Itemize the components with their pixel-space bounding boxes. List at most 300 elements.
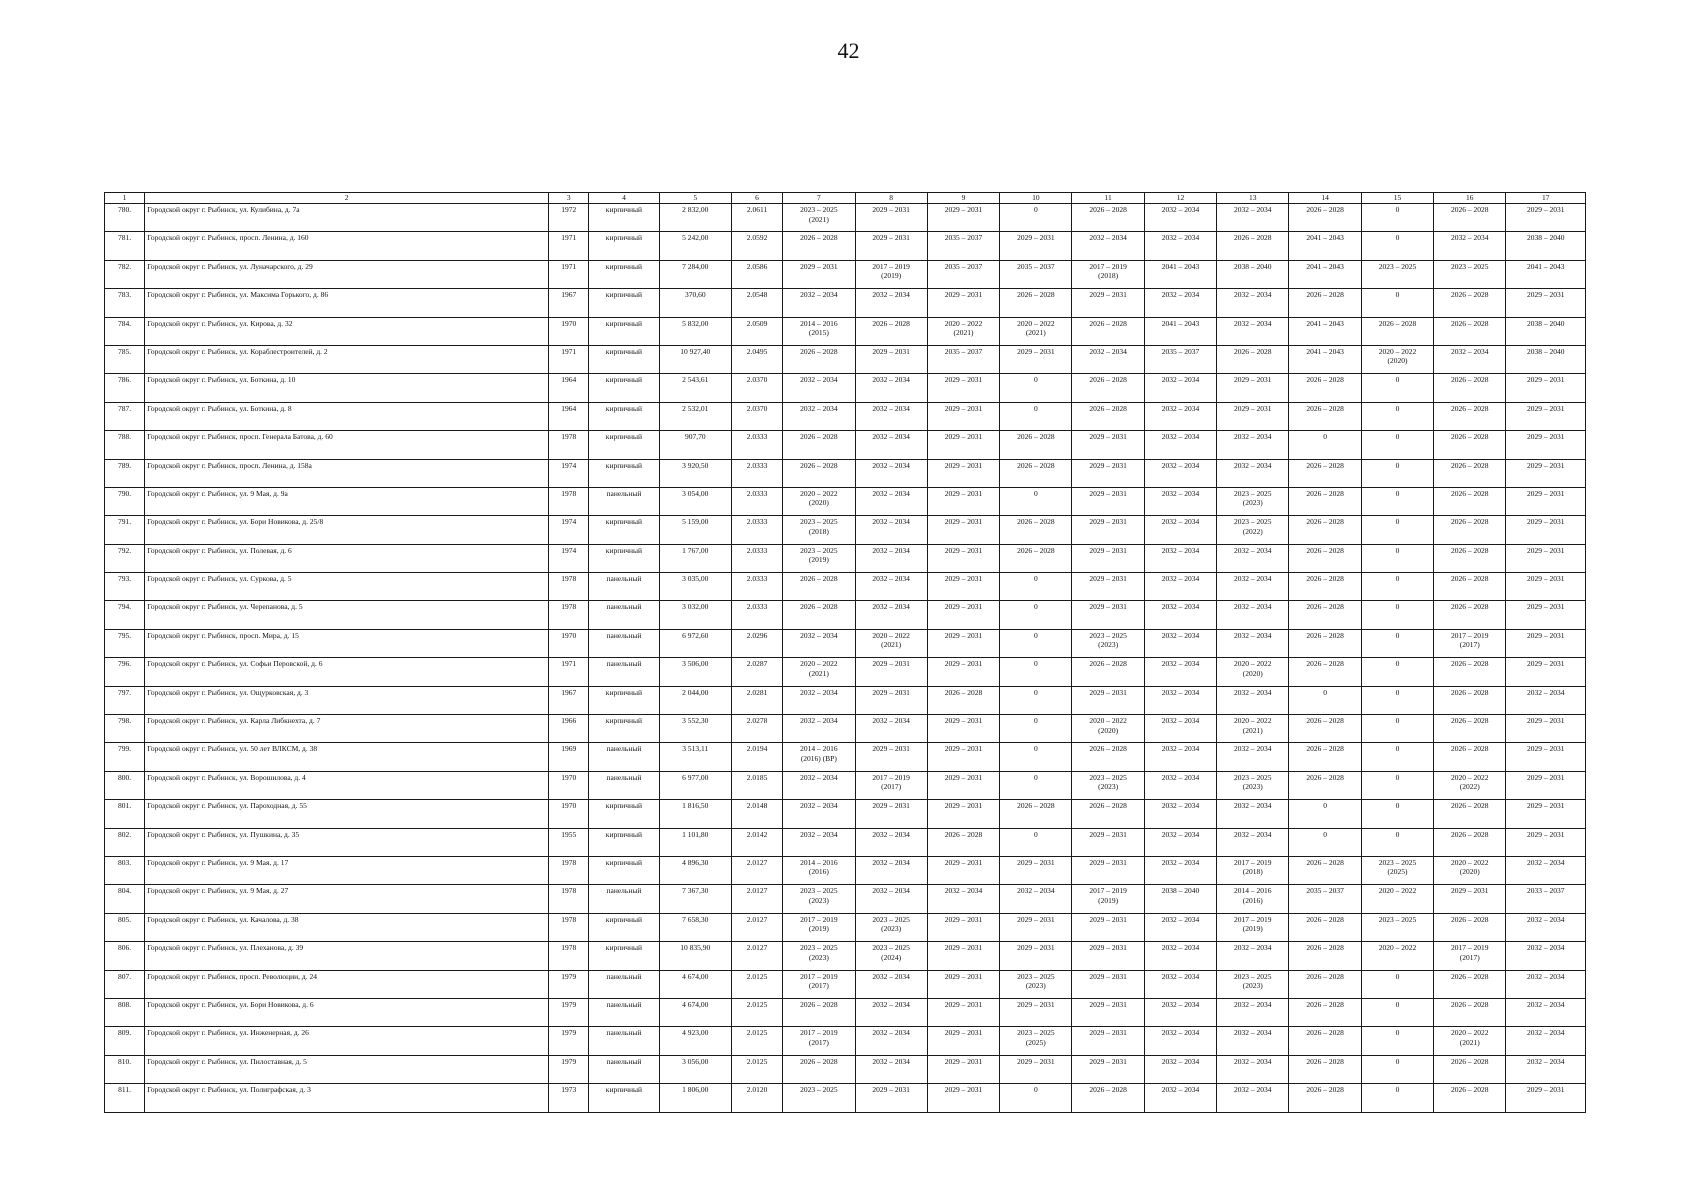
table-cell: 0 [1361,289,1433,317]
row-number-cell: 804. [105,885,145,913]
table-cell: 2026 – 2028 [927,828,999,856]
table-cell: 2.0142 [731,828,782,856]
table-cell: 2029 – 2031 [1072,1027,1144,1055]
table-cell: 2032 – 2034 [1144,544,1216,572]
table-cell: 2029 – 2031 [1000,345,1072,373]
table-cell: 2.0370 [731,402,782,430]
table-cell: 6 972,60 [659,629,731,657]
table-cell: 2026 – 2028 [1289,856,1361,884]
address-cell: Городской округ г. Рыбинск, просп. Революции, д. 24 [145,970,549,998]
table-cell: 2 832,00 [659,204,731,232]
table-cell: 2032 – 2034 [1144,516,1216,544]
table-cell: 0 [1361,715,1433,743]
table-cell: 2026 – 2028 [1434,800,1506,828]
table-cell: 2026 – 2028 [1289,516,1361,544]
table-cell: 1971 [549,232,589,260]
table-cell: панельный [589,743,659,771]
table-cell: 0 [1000,601,1072,629]
table-cell: 0 [1000,743,1072,771]
column-header: 2 [145,193,549,204]
table-cell: 2035 – 2037 [1144,345,1216,373]
table-cell: 2.0125 [731,1027,782,1055]
table-cell: 2026 – 2028 [1000,516,1072,544]
table-cell: 2032 – 2034 [1217,1027,1289,1055]
table-cell: 2029 – 2031 [927,402,999,430]
table-cell: 2032 – 2034 [1144,856,1216,884]
table-cell: 2020 – 2022 (2020) [1434,856,1506,884]
table-cell: 2026 – 2028 [1434,487,1506,515]
table-cell: кирпичный [589,289,659,317]
housing-table-sheet [104,192,1586,1113]
table-row [105,345,1586,373]
column-header: 5 [659,193,731,204]
row-number-cell: 786. [105,374,145,402]
table-cell: 2029 – 2031 [1506,715,1586,743]
table-cell: 2029 – 2031 [1072,289,1144,317]
table-cell: 2029 – 2031 [927,289,999,317]
table-cell: 2023 – 2025 (2023) [783,942,855,970]
table-cell: 2026 – 2028 [1434,828,1506,856]
table-cell: 1974 [549,516,589,544]
table-cell: 2032 – 2034 [1217,629,1289,657]
table-cell: 0 [1361,544,1433,572]
table-row [105,828,1586,856]
row-number-cell: 799. [105,743,145,771]
table-cell: 2029 – 2031 [1506,601,1586,629]
table-cell: 2020 – 2022 (2021) [855,629,927,657]
table-cell: 2029 – 2031 [1506,573,1586,601]
row-number-cell: 790. [105,487,145,515]
table-cell: 2032 – 2034 [855,970,927,998]
table-row [105,913,1586,941]
table-row [105,686,1586,714]
table-cell: панельный [589,885,659,913]
table-row [105,601,1586,629]
table-cell: 2032 – 2034 [1144,374,1216,402]
table-cell: 2.0148 [731,800,782,828]
table-cell: 4 923,00 [659,1027,731,1055]
table-cell: 2029 – 2031 [855,1084,927,1112]
column-header: 10 [1000,193,1072,204]
table-cell: 2032 – 2034 [783,289,855,317]
address-cell: Городской округ г. Рыбинск, ул. 9 Мая, д. 9а [145,487,549,515]
table-cell: 3 056,00 [659,1055,731,1083]
table-cell: 2029 – 2031 [927,913,999,941]
address-cell: Городской округ г. Рыбинск, ул. Луначарского, д. 29 [145,260,549,288]
table-cell: 2029 – 2031 [1072,459,1144,487]
table-cell: 2032 – 2034 [1217,573,1289,601]
table-cell: 0 [1361,800,1433,828]
table-cell: 2029 – 2031 [927,431,999,459]
table-cell: 2017 – 2019 (2018) [1072,260,1144,288]
table-cell: 2026 – 2028 [783,431,855,459]
table-cell: 2023 – 2025 (2023) [1217,771,1289,799]
table-cell: 2029 – 2031 [855,800,927,828]
table-cell: 0 [1000,487,1072,515]
address-cell: Городской округ г. Рыбинск, ул. Черепанова, д. 5 [145,601,549,629]
address-cell: Городской округ г. Рыбинск, ул. Суркова, д. 5 [145,573,549,601]
table-cell: 0 [1289,828,1361,856]
table-cell: 2029 – 2031 [927,1027,999,1055]
table-cell: 2032 – 2034 [1144,459,1216,487]
table-cell: 2.0127 [731,856,782,884]
table-cell: 0 [1000,658,1072,686]
table-cell: 2032 – 2034 [1217,204,1289,232]
table-row [105,970,1586,998]
table-cell: 2014 – 2016 (2016) (ВР) [783,743,855,771]
table-cell: 2026 – 2028 [783,459,855,487]
table-cell: 2026 – 2028 [1434,544,1506,572]
table-cell: 2023 – 2025 [1361,913,1433,941]
table-cell: 2029 – 2031 [927,771,999,799]
table-cell: 2032 – 2034 [783,402,855,430]
table-cell: 1978 [549,487,589,515]
table-cell: 2029 – 2031 [1506,658,1586,686]
table-cell: 2029 – 2031 [927,1055,999,1083]
column-header: 15 [1361,193,1433,204]
table-cell: 2.0278 [731,715,782,743]
table-cell: 0 [1361,204,1433,232]
row-number-cell: 801. [105,800,145,828]
table-cell: 1974 [549,544,589,572]
row-number-cell: 795. [105,629,145,657]
table-cell: 2029 – 2031 [927,204,999,232]
table-cell: 2023 – 2025 (2023) [855,913,927,941]
table-cell: 2.0296 [731,629,782,657]
table-cell: 2023 – 2025 (2019) [783,544,855,572]
table-row [105,317,1586,345]
table-cell: 2026 – 2028 [1217,345,1289,373]
table-cell: 2032 – 2034 [1144,204,1216,232]
table-cell: 1967 [549,289,589,317]
table-cell: кирпичный [589,374,659,402]
table-cell: 1978 [549,601,589,629]
table-cell: 2020 – 2022 (2021) [1434,1027,1506,1055]
table-cell: 2032 – 2034 [855,885,927,913]
table-row [105,942,1586,970]
table-cell: 2032 – 2034 [783,374,855,402]
table-cell: 2020 – 2022 (2020) [783,487,855,515]
table-row [105,431,1586,459]
table-cell: 1 816,50 [659,800,731,828]
table-cell: 2032 – 2034 [855,402,927,430]
row-number-cell: 791. [105,516,145,544]
table-cell: 2026 – 2028 [1289,771,1361,799]
table-cell: 2032 – 2034 [855,289,927,317]
table-cell: 2026 – 2028 [1434,601,1506,629]
table-cell: 2032 – 2034 [1144,1055,1216,1083]
table-cell: кирпичный [589,1084,659,1112]
table-row [105,573,1586,601]
header-row [105,193,1586,204]
table-row [105,885,1586,913]
table-cell: кирпичный [589,544,659,572]
table-cell: 2029 – 2031 [1000,998,1072,1026]
table-cell: 2026 – 2028 [1072,743,1144,771]
table-cell: 2029 – 2031 [1506,204,1586,232]
row-number-cell: 803. [105,856,145,884]
table-cell: 2032 – 2034 [1144,289,1216,317]
table-cell: 2026 – 2028 [1289,658,1361,686]
column-header: 14 [1289,193,1361,204]
table-cell: 2026 – 2028 [1289,970,1361,998]
table-cell: 2.0333 [731,544,782,572]
table-row [105,1027,1586,1055]
table-cell: 2029 – 2031 [1072,942,1144,970]
table-cell: 2.0127 [731,913,782,941]
table-cell: 2.0287 [731,658,782,686]
table-row [105,800,1586,828]
table-cell: 2026 – 2028 [1434,658,1506,686]
table-cell: 2032 – 2034 [1217,1055,1289,1083]
address-cell: Городской округ г. Рыбинск, просп. Ленина, д. 158а [145,459,549,487]
table-cell: 1978 [549,431,589,459]
table-row [105,516,1586,544]
table-cell: 2032 – 2034 [1217,431,1289,459]
table-cell: 2029 – 2031 [1217,374,1289,402]
row-number-cell: 794. [105,601,145,629]
table-cell: 2026 – 2028 [1289,544,1361,572]
table-cell: 2032 – 2034 [1506,856,1586,884]
table-cell: 0 [1361,970,1433,998]
table-cell: 2029 – 2031 [927,544,999,572]
table-cell: 2029 – 2031 [1506,289,1586,317]
table-cell: 2026 – 2028 [1434,431,1506,459]
table-cell: 2032 – 2034 [1000,885,1072,913]
table-cell: 1964 [549,374,589,402]
table-cell: 2029 – 2031 [1000,913,1072,941]
table-cell: 2032 – 2034 [1144,573,1216,601]
address-cell: Городской округ г. Рыбинск, ул. Инженерная, д. 26 [145,1027,549,1055]
table-cell: 2029 – 2031 [1072,970,1144,998]
table-cell: 0 [1361,1027,1433,1055]
table-cell: 2032 – 2034 [1144,629,1216,657]
table-cell: 0 [1361,516,1433,544]
table-cell: 2020 – 2022 (2021) [1217,715,1289,743]
table-cell: 2023 – 2025 (2022) [1217,516,1289,544]
table-cell: 1979 [549,998,589,1026]
table-cell: 2032 – 2034 [855,715,927,743]
table-cell: 2026 – 2028 [1434,204,1506,232]
table-cell: 3 035,00 [659,573,731,601]
table-cell: 2014 – 2016 (2016) [783,856,855,884]
table-cell: 2017 – 2019 (2019) [1217,913,1289,941]
table-cell: 2.0495 [731,345,782,373]
table-cell: 2026 – 2028 [1434,289,1506,317]
table-cell: 2032 – 2034 [783,771,855,799]
table-cell: 2032 – 2034 [1217,601,1289,629]
table-row [105,1055,1586,1083]
table-cell: 2026 – 2028 [1000,800,1072,828]
table-row [105,544,1586,572]
table-cell: 2026 – 2028 [1072,374,1144,402]
table-cell: 2.0333 [731,487,782,515]
table-cell: 2029 – 2031 [1506,516,1586,544]
table-cell: 2029 – 2031 [1072,431,1144,459]
table-cell: 2.0194 [731,743,782,771]
table-cell: 2026 – 2028 [855,317,927,345]
table-cell: 2032 – 2034 [855,459,927,487]
table-cell: 2026 – 2028 [1434,374,1506,402]
table-cell: 2038 – 2040 [1506,317,1586,345]
address-cell: Городской округ г. Рыбинск, ул. Боткина, д. 10 [145,374,549,402]
table-cell: 2032 – 2034 [1506,913,1586,941]
table-cell: 1 101,80 [659,828,731,856]
table-cell: 2026 – 2028 [783,601,855,629]
address-cell: Городской округ г. Рыбинск, ул. Плеханова, д. 39 [145,942,549,970]
address-cell: Городской округ г. Рыбинск, ул. Кораблестроителей, д. 2 [145,345,549,373]
table-cell: 2029 – 2031 [927,743,999,771]
table-cell: 2032 – 2034 [1506,1055,1586,1083]
table-cell: 2.0125 [731,1055,782,1083]
table-cell: 2038 – 2040 [1144,885,1216,913]
table-row [105,771,1586,799]
table-cell: 2029 – 2031 [1506,544,1586,572]
table-cell: 2029 – 2031 [1072,686,1144,714]
row-number-cell: 780. [105,204,145,232]
address-cell: Городской округ г. Рыбинск, ул. Софьи Перовской, д. 6 [145,658,549,686]
table-cell: 2032 – 2034 [1144,970,1216,998]
table-cell: 2026 – 2028 [1434,715,1506,743]
table-cell: 2029 – 2031 [1000,232,1072,260]
address-cell: Городской округ г. Рыбинск, ул. Боткина, д. 8 [145,402,549,430]
table-cell: кирпичный [589,204,659,232]
table-cell: 3 513,11 [659,743,731,771]
table-cell: 2029 – 2031 [927,629,999,657]
table-cell: 2041 – 2043 [1289,345,1361,373]
table-cell: 2029 – 2031 [1506,1084,1586,1112]
row-number-cell: 796. [105,658,145,686]
table-cell: 2032 – 2034 [1144,998,1216,1026]
table-cell: 2026 – 2028 [1000,431,1072,459]
table-cell: 2032 – 2034 [1506,942,1586,970]
table-cell: 4 674,00 [659,998,731,1026]
table-cell: 1979 [549,1055,589,1083]
table-cell: 2029 – 2031 [1072,828,1144,856]
column-header: 13 [1217,193,1289,204]
table-cell: 0 [1361,658,1433,686]
housing-repair-table [104,192,1586,1113]
table-cell: 2023 – 2025 (2023) [1217,970,1289,998]
table-cell: 7 284,00 [659,260,731,288]
table-cell: 2029 – 2031 [1506,629,1586,657]
table-cell: 2029 – 2031 [1506,487,1586,515]
table-cell: 0 [1000,402,1072,430]
table-cell: 2020 – 2022 (2020) [1217,658,1289,686]
table-cell: 2017 – 2019 (2018) [1217,856,1289,884]
table-cell: 2032 – 2034 [1144,828,1216,856]
table-cell: 2017 – 2019 (2017) [855,771,927,799]
table-cell: 2032 – 2034 [855,856,927,884]
table-cell: 2.0333 [731,459,782,487]
table-cell: 2.0333 [731,516,782,544]
address-cell: Городской округ г. Рыбинск, ул. Кулибина, д. 7а [145,204,549,232]
column-header: 1 [105,193,145,204]
table-cell: 2.0127 [731,885,782,913]
table-cell: 2026 – 2028 [1289,998,1361,1026]
table-cell: 2029 – 2031 [1506,374,1586,402]
row-number-cell: 805. [105,913,145,941]
table-cell: 2041 – 2043 [1289,260,1361,288]
table-row [105,743,1586,771]
table-cell: 2032 – 2034 [1217,998,1289,1026]
table-cell: 2032 – 2034 [1217,828,1289,856]
table-cell: 3 920,50 [659,459,731,487]
table-cell: 2029 – 2031 [1506,402,1586,430]
table-cell: кирпичный [589,800,659,828]
table-cell: 0 [1361,1084,1433,1112]
page-number: 42 [837,38,860,63]
table-cell: 1973 [549,1084,589,1112]
table-cell: 2020 – 2022 [1361,942,1433,970]
row-number-cell: 792. [105,544,145,572]
table-cell: 2035 – 2037 [927,260,999,288]
table-cell: 5 242,00 [659,232,731,260]
table-cell: кирпичный [589,459,659,487]
table-cell: 2.0586 [731,260,782,288]
table-cell: 2032 – 2034 [1144,601,1216,629]
table-cell: 2.0125 [731,970,782,998]
table-cell: 2032 – 2034 [855,431,927,459]
table-cell: 2029 – 2031 [1506,431,1586,459]
table-cell: 2029 – 2031 [1072,487,1144,515]
table-cell: 2020 – 2022 (2021) [1000,317,1072,345]
table-cell: 1971 [549,658,589,686]
table-cell: 1970 [549,800,589,828]
table-cell: 10 835,90 [659,942,731,970]
table-cell: 2017 – 2019 (2017) [783,970,855,998]
address-cell: Городской округ г. Рыбинск, ул. Пушкина, д. 35 [145,828,549,856]
address-cell: Городской округ г. Рыбинск, ул. Карла Либкнехта, д. 7 [145,715,549,743]
table-cell: 0 [1361,487,1433,515]
table-cell: 2.0333 [731,573,782,601]
table-cell: 2029 – 2031 [927,487,999,515]
table-cell: 2029 – 2031 [927,1084,999,1112]
table-cell: 2032 – 2034 [1144,771,1216,799]
table-cell: 2029 – 2031 [927,658,999,686]
row-number-cell: 783. [105,289,145,317]
table-cell: 0 [1000,715,1072,743]
table-cell: 2029 – 2031 [927,942,999,970]
table-cell: 2029 – 2031 [1072,856,1144,884]
address-cell: Городской округ г. Рыбинск, ул. Кирова, д. 32 [145,317,549,345]
table-cell: 0 [1361,232,1433,260]
address-cell: Городской округ г. Рыбинск, ул. Полевая, д. 6 [145,544,549,572]
table-cell: 4 674,00 [659,970,731,998]
table-cell: 2026 – 2028 [1434,573,1506,601]
table-cell: 2029 – 2031 [1072,998,1144,1026]
table-cell: кирпичный [589,715,659,743]
table-cell: 2026 – 2028 [1072,402,1144,430]
table-cell: 2032 – 2034 [855,828,927,856]
table-cell: 2026 – 2028 [1434,970,1506,998]
table-cell: 2020 – 2022 (2022) [1434,771,1506,799]
table-body [105,204,1586,1113]
table-cell: 2032 – 2034 [1506,1027,1586,1055]
table-cell: 2026 – 2028 [1072,317,1144,345]
column-header: 4 [589,193,659,204]
table-cell: 2.0509 [731,317,782,345]
table-cell: 2029 – 2031 [1506,828,1586,856]
table-cell: 2029 – 2031 [927,459,999,487]
table-cell: 0 [1361,686,1433,714]
table-cell: 2032 – 2034 [1217,743,1289,771]
table-cell: кирпичный [589,260,659,288]
table-cell: 2026 – 2028 [1072,800,1144,828]
table-cell: 2017 – 2019 (2017) [1434,629,1506,657]
row-number-cell: 797. [105,686,145,714]
table-cell: 1964 [549,402,589,430]
